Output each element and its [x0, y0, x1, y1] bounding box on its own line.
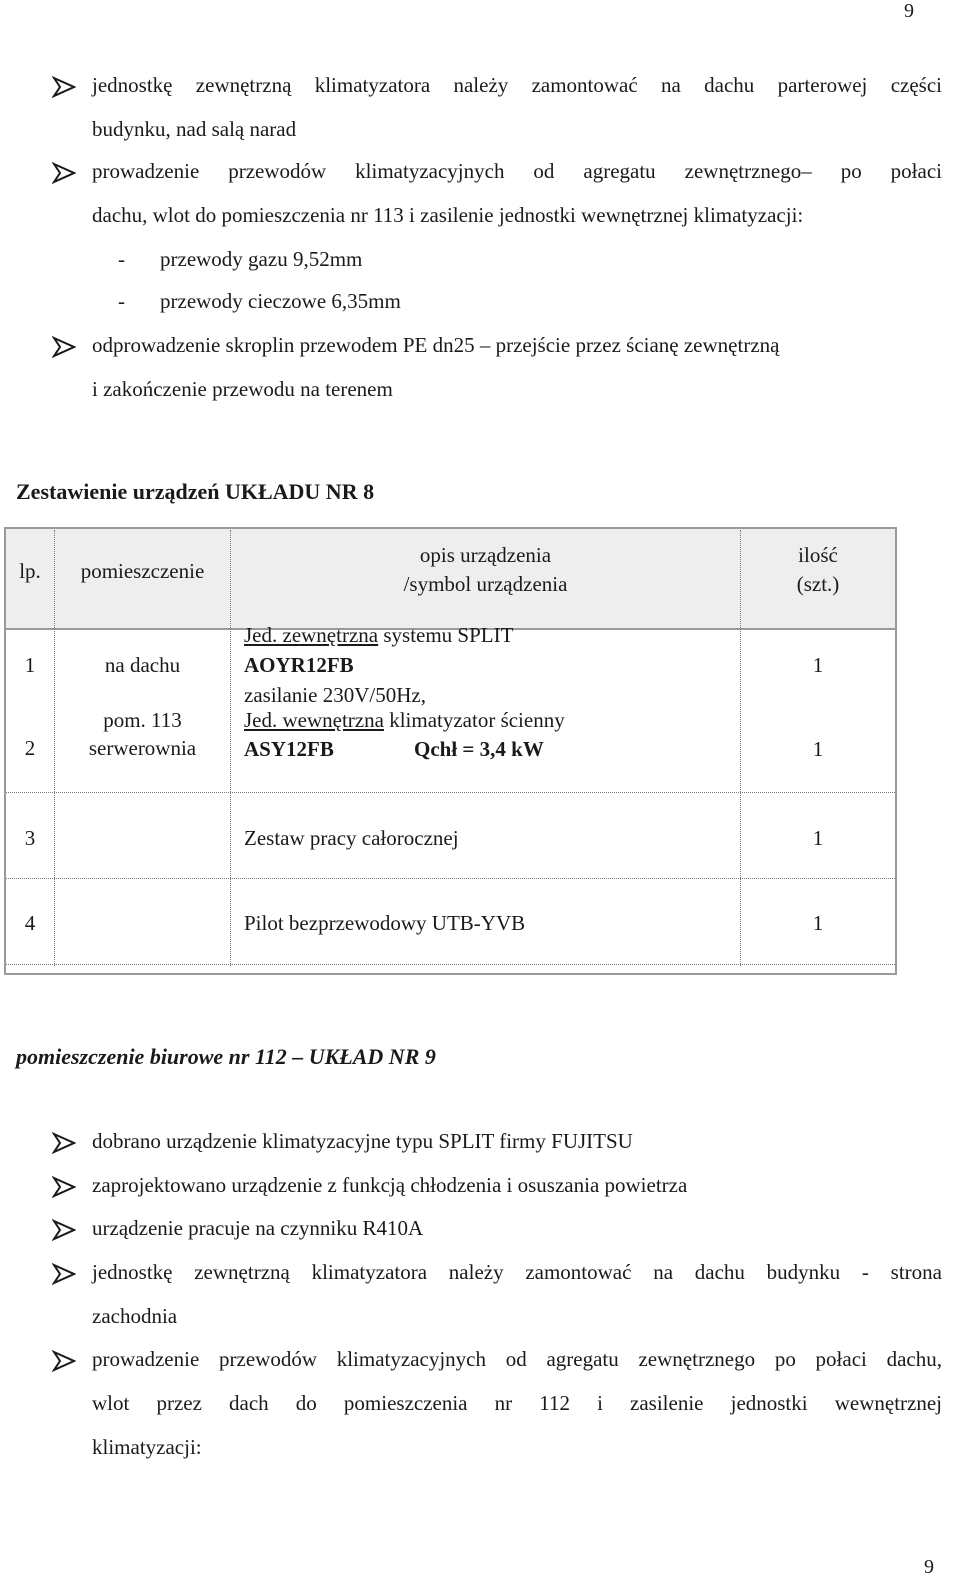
row3-lp: 3 [24, 826, 36, 850]
section-title: pomieszczenie biurowe nr 112 – UKŁAD NR 9 [16, 1044, 436, 1069]
bullet-text-line: klimatyzacji: [92, 1435, 202, 1459]
row4-qty: 1 [812, 911, 824, 935]
row-divider [6, 792, 895, 793]
header-lp: lp. [19, 559, 41, 583]
section-title: Zestawienie urządzeń UKŁADU NR 8 [16, 479, 375, 504]
row2-desc: Jed. wewnętrzna klimatyzator ścienny [244, 708, 565, 732]
page-number-top: 9 [904, 0, 914, 22]
row2-symbol: ASY12FB [244, 737, 334, 761]
arrowhead-bullet-icon [52, 1132, 76, 1154]
bullet-text-line: prowadzenie przewodów klimatyzacyjnych od agregatu zewnętrznego– po połaci [92, 159, 942, 183]
bullet-text-line: jednostkę zewnętrzną klimatyzatora należy zamontować na dachu budynku - strona [92, 1260, 942, 1284]
row3-qty: 1 [812, 826, 824, 850]
header-desc-line1: opis urządzenia [419, 543, 552, 567]
row1-lp: 1 [24, 653, 36, 677]
dash-list-item: - przewody cieczowe 6,35mm [118, 289, 401, 313]
arrowhead-bullet-icon [52, 1263, 76, 1285]
row2-qty: 1 [812, 737, 824, 761]
header-qty-line2: (szt.) [796, 572, 840, 596]
row2-lp: 2 [24, 736, 36, 760]
dash-list-item: - przewody gazu 9,52mm [118, 247, 363, 271]
row1-room: na dachu [104, 653, 181, 677]
arrowhead-bullet-icon [52, 1350, 76, 1372]
bullet-text-line: jednostkę zewnętrzną klimatyzatora należy zamontować na dachu parterowej części [92, 73, 942, 97]
bullet-text-line: odprowadzenie skroplin przewodem PE dn25 – przejście przez ścianę zewnętrzną [92, 333, 780, 357]
row1-power-supply: zasilanie 230V/50Hz, [244, 683, 426, 707]
arrowhead-bullet-icon [52, 76, 76, 98]
arrowhead-bullet-icon [52, 336, 76, 358]
row4-lp: 4 [24, 911, 36, 935]
arrowhead-bullet-icon [52, 1176, 76, 1198]
bullet-text-line: prowadzenie przewodów klimatyzacyjnych od agregatu zewnętrznego po połaci dachu, [92, 1347, 942, 1371]
row3-desc: Zestaw pracy całorocznej [244, 826, 459, 850]
row2-room-line2: serwerownia [88, 736, 197, 760]
row-divider [6, 964, 895, 965]
bullet-text-line: budynku, nad salą narad [92, 117, 297, 141]
row-divider [6, 878, 895, 879]
row1-symbol: AOYR12FB [244, 653, 354, 677]
bullet-text-line: i zakończenie przewodu na terenem [92, 377, 393, 401]
bullet-text-line: urządzenie pracuje na czynniku R410A [92, 1216, 424, 1240]
arrowhead-bullet-icon [52, 1219, 76, 1241]
bullet-text-line: dachu, wlot do pomieszczenia nr 113 i zasilenie jednostki wewnętrznej klimatyzacji: [92, 203, 804, 227]
row2-room-line1: pom. 113 [103, 708, 182, 732]
bullet-text-line: zaprojektowano urządzenie z funkcją chłodzenia i osuszania powietrza [92, 1173, 688, 1197]
header-room: pomieszczenie [80, 559, 205, 583]
header-qty-line1: ilość [798, 543, 838, 567]
row1-qty: 1 [812, 653, 824, 677]
row4-desc: Pilot bezprzewodowy UTB-YVB [244, 911, 526, 935]
bullet-text-line: zachodnia [92, 1304, 178, 1328]
header-desc-line2: /symbol urządzenia [403, 572, 568, 596]
bullet-text-line: dobrano urządzenie klimatyzacyjne typu SPLIT firmy FUJITSU [92, 1129, 633, 1153]
arrowhead-bullet-icon [52, 162, 76, 184]
row1-desc: Jed. zewnętrzna systemu SPLIT [244, 623, 514, 647]
page-number-bottom: 9 [924, 1556, 934, 1578]
bullet-text-line: wlot przez dach do pomieszczenia nr 112 i zasilenie jednostki wewnętrznej [92, 1391, 942, 1415]
row2-cooling-power: Qchł = 3,4 kW [414, 737, 544, 761]
